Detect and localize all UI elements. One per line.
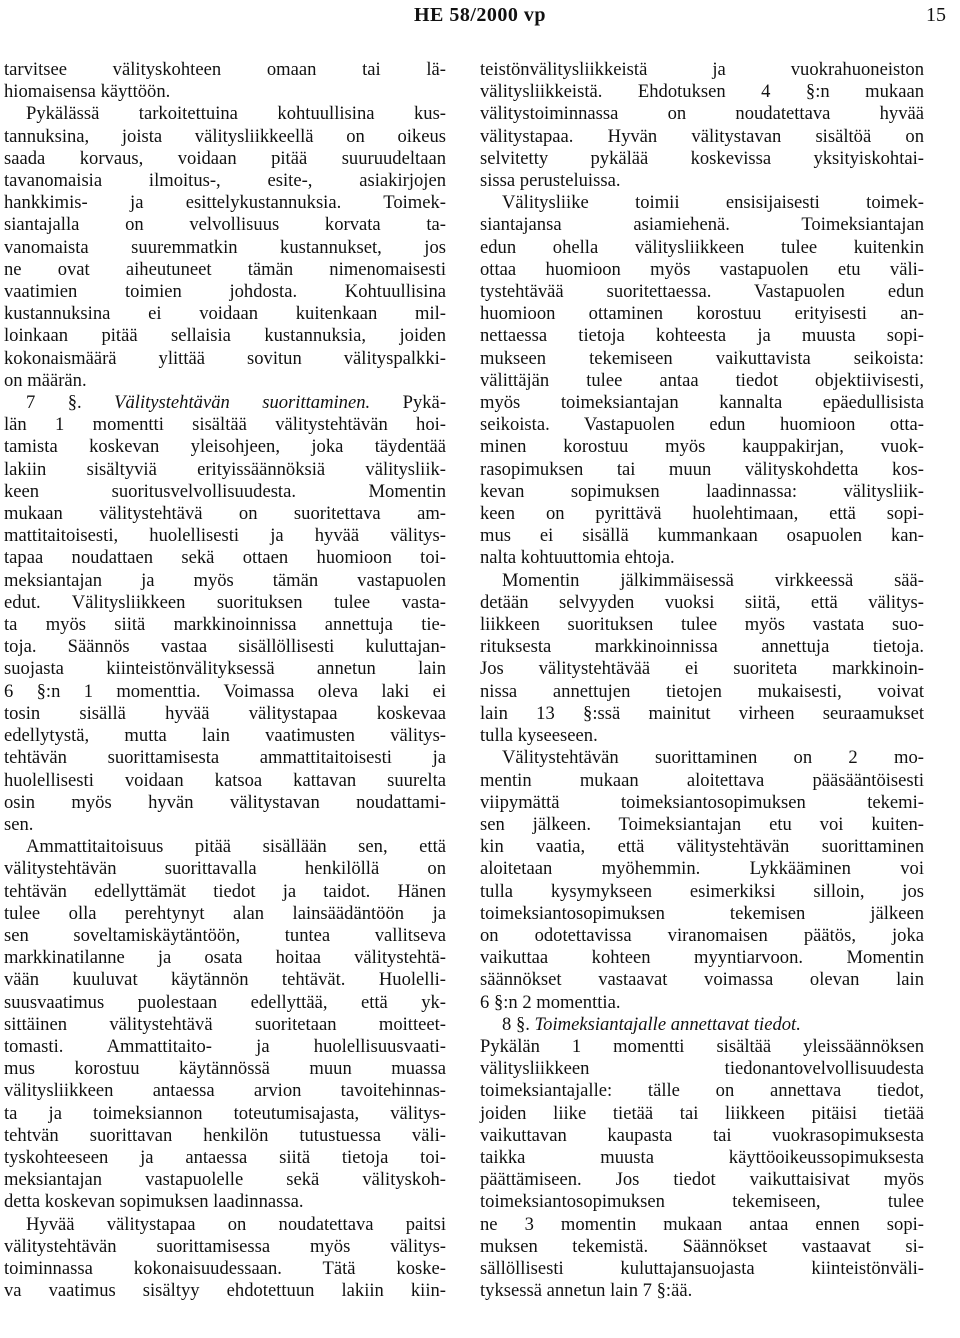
- text-line: keen suoritusvelvollisuudesta. Momentin: [4, 480, 446, 502]
- text-line: Pykälässä tarkoitettuina kohtuullisina kus-: [26, 103, 446, 125]
- text-line: meksiantajan ja myös tämän vastapuolen: [4, 569, 446, 591]
- text-line: tarvitsee välityskohteen omaan tai lä-: [4, 59, 446, 80]
- text-line: tehtvän suorittavan henkilön tutustuessa väli-: [4, 1124, 446, 1146]
- right-text-column: [480, 59, 924, 1302]
- text-line: tannuksina, joista välitysliikkeellä on oikeus: [4, 125, 446, 147]
- text-line: 6 §:n 1 momenttia. Voimassa oleva laki ei: [4, 680, 446, 702]
- text-line: välitystoiminnassa on noudatettava hyvää: [480, 103, 924, 125]
- text-line: huolellisesti voidaan katsoa kattavan suurelta: [4, 769, 446, 791]
- text-line: mukseen tekemiseen vaikuttavista seikoista:: [480, 347, 924, 369]
- text-line: rasopimuksen tai muun välityskohdetta kos-: [480, 458, 924, 480]
- text-line: tyskohteeseen ja antaessa siitä tietoja toi-: [4, 1146, 446, 1168]
- text-line: siantajalla on velvollisuus korvata ta-: [4, 214, 446, 236]
- text-line: toiminnassa kokonaisuudessaan. Tätä koske-: [4, 1257, 446, 1279]
- text-line: on odotettavissa viranomaisen päätös, joka: [480, 924, 924, 946]
- text-line: 6 §:n 2 momenttia.: [480, 991, 621, 1013]
- text-line: mukaan välitystehtävä on suoritettava am-: [4, 503, 446, 525]
- text-line: vaikuttaa kohteen myyntiarvoon. Momentin: [480, 947, 924, 969]
- text-line: liikkeen suorituksen tulee myös vastata suo-: [480, 614, 924, 636]
- text-fragment: Pykä-: [370, 392, 447, 414]
- text-line: Ammattitaitoisuus pitää sisällään sen, että: [26, 836, 446, 858]
- text-line: tyksessä annetun lain 7 §:ää.: [480, 1280, 693, 1302]
- text-line: kokonaismäärä ylittää sovitun välityspalkki-: [4, 347, 446, 369]
- text-line: Jos välitystehtävää ei suoriteta markkinoin-: [480, 658, 924, 680]
- text-line: taikka muusta käyttöoikeussopimuksesta: [480, 1146, 924, 1168]
- text-line: vanomaista suuremmatkin kustannukset, jos: [4, 236, 446, 258]
- text-line: toimeksiantosopimuksen tekemisen jälkeen: [480, 902, 924, 924]
- text-line: loinkaan pitää sellaisia kustannuksia, joiden: [4, 325, 446, 347]
- text-line: huomioon ottaminen korostuu erityisesti an-: [480, 303, 924, 325]
- text-line: Välitystehtävän suorittaminen on 2 mo-: [502, 747, 924, 769]
- text-line: vään kuuluvat käytännön tehtävät. Huolelli-: [4, 969, 446, 991]
- text-line: edut. Välitysliikkeen suorituksen tulee vasta-: [4, 591, 446, 613]
- text-line: edellytystä, mutta lain vaatimusten välitys-: [4, 725, 446, 747]
- text-line: tehtävän suorittamisesta ammattitaitoisesti ja: [4, 747, 446, 769]
- text-line: sen soveltamiskäytäntöön, tuntea vallitseva: [4, 924, 446, 946]
- text-line: kustannuksina ei voidaan kuitenkaan mil-: [4, 303, 446, 325]
- text-line: lakiin sisältyviä erityissäännöksiä välitysliik-: [4, 458, 446, 480]
- text-line: siantajansa asiamiehenä. Toimeksiantajan: [480, 214, 924, 236]
- text-line: hiomaisensa käyttöön.: [4, 81, 171, 103]
- text-line: tavanomaisia ilmoitus-, esite-, asiakirjojen: [4, 170, 446, 192]
- text-line: ta ja toimeksiannon toteutumisajasta, välitys-: [4, 1102, 446, 1124]
- text-line: län 1 momentti sisältää välitystehtävän hoi-: [4, 414, 446, 436]
- section-heading: Välitystehtävän suorittaminen.: [114, 392, 371, 414]
- text-line: meksiantajan vastapuolelle sekä välityskoh-: [4, 1169, 446, 1191]
- text-line: seikoista. Vastapuolen edun huomioon otta-: [480, 414, 924, 436]
- text-line: mus korostuu käytännössä muun muassa: [4, 1058, 446, 1080]
- text-line: selvitetty pykälää koskevissa yksityiskohtai-: [480, 147, 924, 169]
- text-line: minen korostuu myös kauppakirjan, vuok-: [480, 436, 924, 458]
- text-line: sissa perusteluissa.: [480, 170, 621, 192]
- text-line: Välitysliike toimii ensisijaisesti toimek-: [502, 192, 924, 214]
- text-line: [480, 1014, 924, 1036]
- text-line: tamista koskevan yleisohjeen, joka täydentää: [4, 436, 446, 458]
- text-line: säännökset vastaavat voimassa olevan lain: [480, 969, 924, 991]
- text-line: tehtävän edellyttämät tiedot ja taidot. Hänen: [4, 880, 446, 902]
- text-line: markkinatilanne ja osata hoitaa välitystehtä-: [4, 947, 446, 969]
- text-line: välittäjän tulee antaa tiedot objektiivisesti,: [480, 369, 924, 391]
- text-line: [4, 392, 446, 414]
- text-line: toimeksiantosopimuksen tekemiseen, tulee: [480, 1191, 924, 1213]
- text-line: keen on pyrittävä huolehtimaan, että sopi-: [480, 503, 924, 525]
- section-number: 8 §.: [502, 1013, 535, 1035]
- text-line: tulla kyseeseen.: [480, 725, 598, 747]
- text-line: edun ohella välitysliikkeen tulee kuitenkin: [480, 236, 924, 258]
- text-line: toja. Säännös vastaa sisällöllisesti kuluttajan-: [4, 636, 446, 658]
- text-line: viipymättä toimeksiantosopimuksen tekemi-: [480, 791, 924, 813]
- section-number: 7 §.: [26, 392, 115, 414]
- text-line: hankkimis- ja esittelykustannuksia. Toimek-: [4, 192, 446, 214]
- text-line: tomasti. Ammattitaito- ja huolellisuusvaati-: [4, 1035, 446, 1057]
- text-line: sällöllisesti kuluttajansuojasta kiinteistönväli-: [480, 1257, 924, 1279]
- text-line: kevan sopimuksen laadinnassa: välitysliik-: [480, 480, 924, 502]
- text-line: sittäinen välitystehtävä suoritetaan moitteet-: [4, 1013, 446, 1035]
- text-line: mentin mukaan aloitettava pääsääntöisesti: [480, 769, 924, 791]
- text-line: välitystapaa. Hyvän välitystavan sisältöä on: [480, 125, 924, 147]
- text-line: detään selvyyden vuoksi siitä, että välitys-: [480, 591, 924, 613]
- text-line: ta myös siitä markkinoinnissa annettuja tie-: [4, 614, 446, 636]
- text-line: mattitaitoisesti, huolellisesti ja hyvää välitys-: [4, 525, 446, 547]
- text-line: nalta kohtuuttomia ehtoja.: [480, 547, 675, 569]
- text-line: suojasta kiinteistönvälityksessä annetun lain: [4, 658, 446, 680]
- text-line: ne ovat aiheutuneet tämän nimenomaisesti: [4, 258, 446, 280]
- text-line: teistönvälitysliikkeistä ja vuokrahuoneiston: [480, 59, 924, 80]
- text-line: sen jälkeen. Toimeksiantajan etu voi kuiten-: [480, 813, 924, 835]
- text-line: vaikuttavan kaupasta tai vuokrasopimuksesta: [480, 1124, 924, 1146]
- text-line: ottaa huomioon myös vastapuolen etu väli-: [480, 258, 924, 280]
- text-line: nettaessa tietoja kohteesta ja muusta sopi-: [480, 325, 924, 347]
- page-header: [0, 0, 960, 30]
- text-line: Pykälän 1 momentti sisältää yleissäännöksen: [480, 1035, 924, 1057]
- text-line: sen.: [4, 813, 34, 835]
- text-line: välitysliikkeen antaessa arvion tavoitehinnas-: [4, 1080, 446, 1102]
- section-heading: Toimeksiantajalle annettavat tiedot.: [534, 1013, 801, 1035]
- text-line: detta koskevan sopimuksen laadinnassa.: [4, 1191, 304, 1213]
- text-line: suusvaatimus puolestaan edellyttää, että yk-: [4, 991, 446, 1013]
- text-line: välitystehtävän suorittavalla henkilöllä on: [4, 858, 446, 880]
- text-line: Hyvää välitystapaa on noudatettava paitsi: [26, 1213, 446, 1235]
- document-id: HE 58/2000 vp: [413, 4, 547, 26]
- text-line: toimeksiantajalle: tälle on annettava tiedot,: [480, 1080, 924, 1102]
- text-line: kin vaatia, että välitystehtävän suorittaminen: [480, 836, 924, 858]
- page-number: 15: [926, 4, 946, 26]
- text-line: vaatimien toimien johdosta. Kohtuullisina: [4, 281, 446, 303]
- text-line: tapaa noudattaen sekä ottaen huomioon toi-: [4, 547, 446, 569]
- text-line: Momentin jälkimmäisessä virkkeessä sää-: [502, 569, 924, 591]
- text-line: välitysliikkeistä. Ehdotuksen 4 §:n mukaan: [480, 81, 924, 103]
- text-line: välitysliikkeen tiedonantovelvollisuudesta: [480, 1058, 924, 1080]
- text-line: aloitetaan myöhemmin. Lykkääminen voi: [480, 858, 924, 880]
- text-line: päättämiseen. Jos tiedot vaikuttaisivat myös: [480, 1169, 924, 1191]
- text-line: on määrän.: [4, 369, 87, 391]
- text-line: lain 13 §:ssä mainitut virheen seuraamukset: [480, 702, 924, 724]
- left-text-column: [4, 59, 446, 1302]
- text-line: myös toimeksiantajan kannalta epäedullisista: [480, 392, 924, 414]
- text-line: osin myös hyvän välitystavan noudattami-: [4, 791, 446, 813]
- text-line: muksen tekemistä. Säännökset vastaavat si-: [480, 1235, 924, 1257]
- text-line: va vaatimus sisältyy ehdotettuun lakiin kiin-: [4, 1280, 446, 1302]
- text-line: ne 3 momentin mukaan antaa ennen sopi-: [480, 1213, 924, 1235]
- text-line: tulla kysymykseen esimerkiksi silloin, jos: [480, 880, 924, 902]
- text-line: tosin sisällä hyvää välitystapaa koskevaa: [4, 702, 446, 724]
- text-line: tystehtävää suoritettaessa. Vastapuolen edun: [480, 281, 924, 303]
- text-line: saada korvaus, voidaan pitää suuruudeltaan: [4, 147, 446, 169]
- text-line: mus ei sisällä kummankaan osapuolen kan-: [480, 525, 924, 547]
- text-line: välitystehtävän suorittamisessa myös välitys-: [4, 1235, 446, 1257]
- text-line: nissa annettujen tietojen mukaisesti, voivat: [480, 680, 924, 702]
- text-line: joiden liike tietää tai liikkeen pitäisi tietää: [480, 1102, 924, 1124]
- text-line: rituksesta markkinoinnissa annettuja tietoja.: [480, 636, 924, 658]
- text-line: tulee olla perehtynyt alan lainsäädäntöön ja: [4, 902, 446, 924]
